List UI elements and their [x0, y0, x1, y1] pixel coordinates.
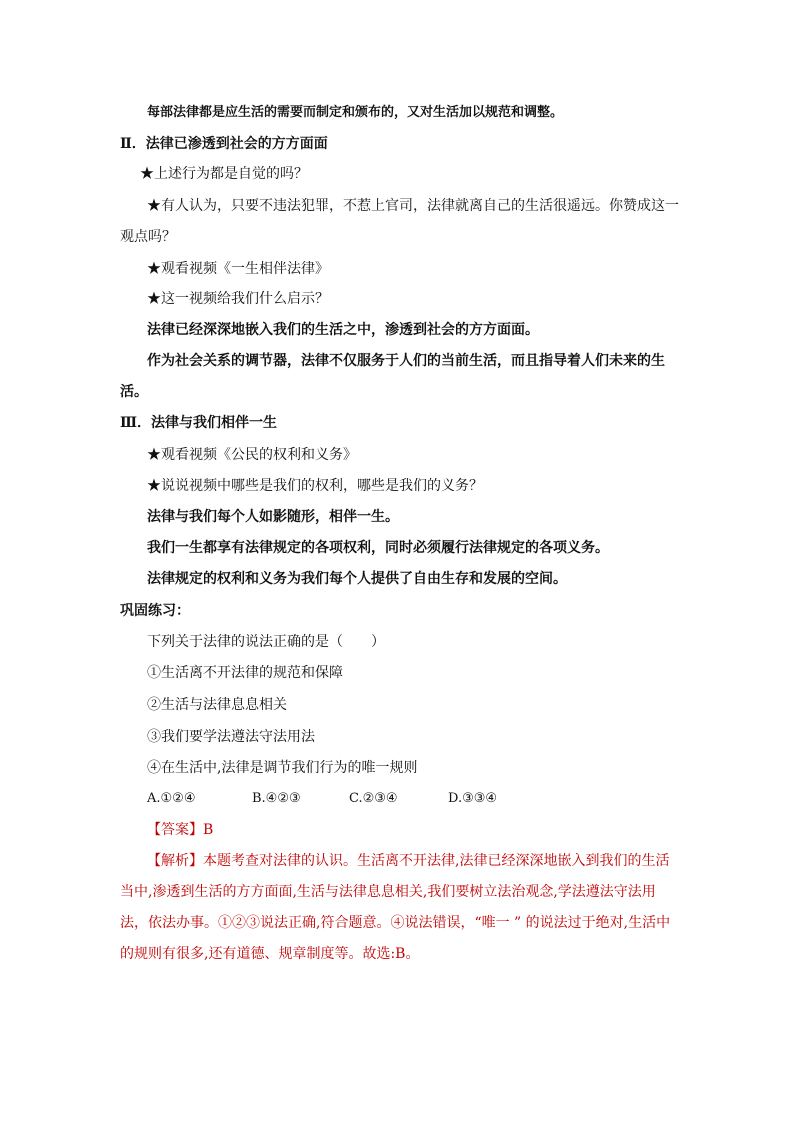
practice-item-4: ④在生活中,法律是调节我们行为的唯一规则	[147, 760, 418, 776]
practice-item-2: ②生活与法律息息相关	[147, 697, 287, 713]
section2-question-2-line1: ★有人认为，只要不违法犯罪，不惹上官司，法律就离自己的生活很遥远。你赞成这一	[147, 198, 679, 214]
analysis-line-2: 当中,渗透到生活的方方面面,生活与法律息息相关,我们要树立法治观念,学法遵法守法用	[120, 884, 656, 900]
practice-item-1: ①生活离不开法律的规范和保障	[147, 665, 343, 681]
option-c: C.②③④	[349, 791, 398, 806]
answer-line	[147, 820, 213, 840]
analysis-tag: 【解析】	[147, 853, 203, 869]
section2-bold-1: 法律已经深深地嵌入我们的生活之中，渗透到社会的方方面面。	[147, 322, 539, 338]
section3-bold-3: 法律规定的权利和义务为我们每个人提供了自由生存和发展的空间。	[147, 571, 567, 587]
practice-heading: 巩固练习：	[120, 603, 190, 619]
section3-heading: Ⅲ．法律与我们相伴一生	[120, 415, 278, 431]
analysis-text-1: 本题考查对法律的认识。生活离不开法律,法律已经深深地嵌入到我们的生活	[203, 853, 670, 869]
option-d: D.③③④	[448, 791, 498, 806]
section2-heading: Ⅱ．法律已渗透到社会的方方面面	[120, 136, 328, 152]
section2-question-3: ★观看视频《一生相伴法律》	[147, 261, 329, 277]
section3-bold-1: 法律与我们每个人如影随形，相伴一生。	[147, 509, 399, 525]
analysis-line-4: 的规则有很多,还有道德、规章制度等。故选:B。	[120, 946, 420, 962]
section2-bold-2-line1: 作为社会关系的调节器，法律不仅服务于人们的当前生活，而且指导着人们未来的生	[147, 353, 665, 369]
section2-bold-2-line2: 活。	[120, 384, 148, 400]
section3-bold-2: 我们一生都享有法律规定的各项权利，同时必须履行法律规定的各项义务。	[147, 540, 609, 556]
intro-bold-text: 每部法律都是应生活的需要而制定和颁布的，又对生活加以规范和调整。	[147, 105, 564, 120]
option-b: B.④②③	[252, 791, 301, 806]
analysis-line-3: 法，依法办事。①②③说法正确,符合题意。④说法错误，“唯一 ” 的说法过于绝对,生活中	[120, 915, 671, 931]
practice-question: 下列关于法律的说法正确的是（ ）	[147, 634, 385, 650]
answer-value: B	[203, 822, 214, 838]
practice-item-3: ③我们要学法遵法守法用法	[147, 729, 315, 745]
answer-tag: 【答案】	[147, 822, 203, 838]
section2-question-1: ★上述行为都是自觉的吗？	[140, 166, 308, 182]
analysis-line-1	[147, 851, 669, 871]
section3-question-1: ★观看视频《公民的权利和义务》	[147, 447, 357, 463]
section3-question-2: ★说说视频中哪些是我们的权利，哪些是我们的义务？	[147, 478, 483, 494]
option-a: A.①②④	[147, 791, 196, 806]
section2-question-2-line2: 观点吗？	[120, 229, 176, 245]
section2-question-4: ★这一视频给我们什么启示？	[147, 291, 329, 307]
